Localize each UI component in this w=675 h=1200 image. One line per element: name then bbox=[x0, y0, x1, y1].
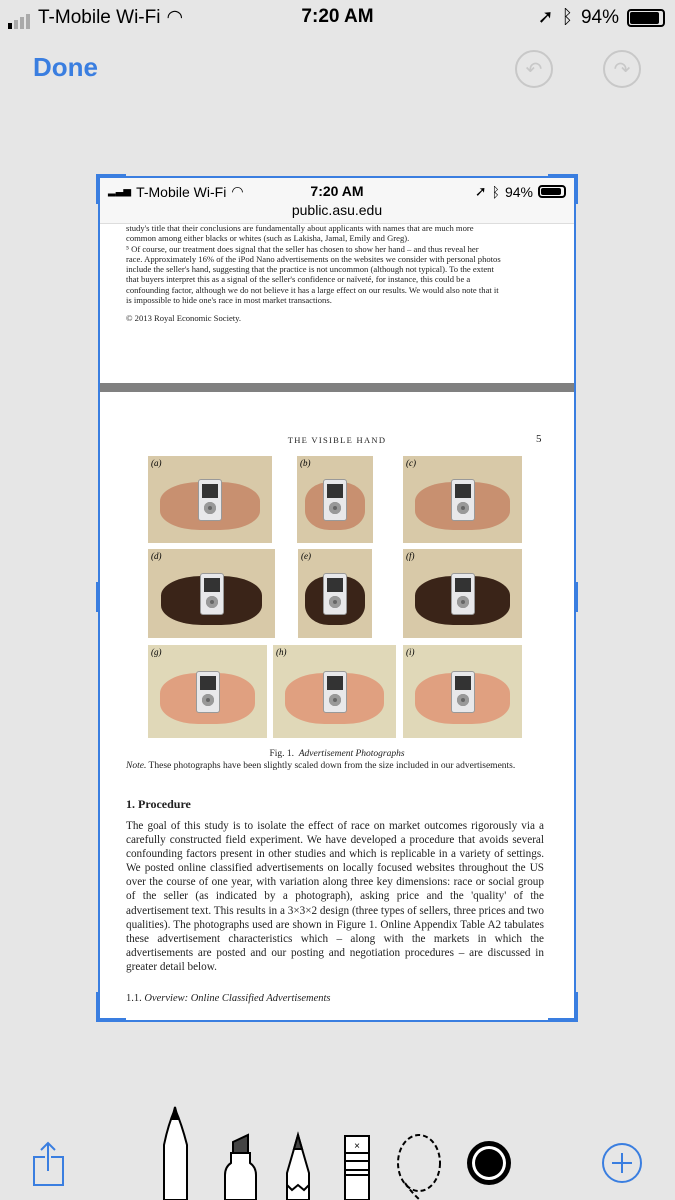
photo-label: (c) bbox=[406, 458, 416, 468]
photo-b bbox=[297, 456, 373, 543]
marker-icon[interactable] bbox=[225, 1135, 256, 1200]
crop-handle-top-right[interactable] bbox=[548, 174, 578, 178]
photo-label: (f) bbox=[406, 551, 415, 561]
battery-icon bbox=[627, 9, 665, 27]
running-head: THE VISIBLE HAND bbox=[287, 435, 387, 445]
location-icon: ➚ bbox=[474, 183, 487, 199]
photo-a bbox=[148, 456, 272, 543]
page-number: 5 bbox=[536, 433, 542, 445]
footnote-line: include the seller's hand, suggesting that the practice is not uncommon (although not typical). To the extent bbox=[126, 264, 494, 275]
copyright: © 2013 Royal Economic Society. bbox=[126, 313, 242, 324]
footnote-line: that buyers interpret this as a signal of the seller's confidence or naïveté, for instance, this could be a bbox=[126, 274, 471, 285]
figure-caption bbox=[100, 749, 574, 759]
signal-icon: ▂▃▅ bbox=[108, 186, 132, 197]
crop-handle-right[interactable] bbox=[574, 582, 578, 612]
undo-icon[interactable]: ↶ bbox=[515, 50, 553, 88]
battery-icon bbox=[538, 185, 566, 198]
bluetooth-icon: ᛒ bbox=[561, 6, 573, 28]
photo-c bbox=[403, 456, 522, 543]
wifi-icon: ◠ bbox=[166, 7, 184, 28]
time: 7:20 AM bbox=[301, 6, 374, 27]
inner-status-bar bbox=[100, 178, 574, 224]
footnote-line: is impossible to hide one's race in most market transactions. bbox=[126, 295, 332, 306]
battery-percent: 94% bbox=[504, 183, 533, 200]
share-icon[interactable] bbox=[34, 1143, 63, 1185]
photo-label: (i) bbox=[406, 647, 415, 657]
footnote-line: confounding factor, although we do not believe it has a large effect on our results. We would also note that it bbox=[126, 284, 499, 295]
screenshot-canvas[interactable] bbox=[100, 178, 574, 1020]
photo-d bbox=[148, 549, 275, 638]
redo-icon[interactable]: ↷ bbox=[603, 50, 641, 88]
photo-label: (g) bbox=[151, 647, 162, 657]
crop-handle-left[interactable] bbox=[96, 582, 100, 612]
body-paragraph: The goal of this study is to isolate the effect of race on market outcomes rigorously via a carefully constructed field experiment. We have developed a procedure that avoids several confounding factors present in other studies and which is replicable in a variety of settings. We posted online classified advertisements on locally focused websites throughout the US over the course of one year, with variation along three key dimensions: race or social group of the seller (as indicated by a photograph), asking price and the 'quality' of the advertisement text. This results in a 3×3×2 design (three types of sellers, three prices and two qualities). The photographs used are shown in Figure 1. Online Appendix Table A2 tabulates these advertisement characteristics which – along with the markets in which the advertisements are posted and our posting and negotiation procedures – are discussed in greater detail below. bbox=[126, 820, 544, 973]
pen-icon[interactable] bbox=[164, 1107, 187, 1200]
subsection-number: 1.1. bbox=[126, 993, 142, 1004]
crop-handle-bottom-right[interactable] bbox=[548, 1018, 578, 1022]
lasso-icon[interactable] bbox=[398, 1135, 440, 1200]
pencil-icon[interactable] bbox=[287, 1135, 309, 1200]
photo-g bbox=[148, 645, 267, 738]
status-bar bbox=[0, 0, 675, 36]
done-button[interactable]: Done bbox=[33, 52, 98, 82]
photo-e bbox=[298, 549, 372, 638]
figure-note bbox=[126, 761, 544, 772]
url[interactable]: public.asu.edu bbox=[291, 202, 383, 218]
markup-toolbar bbox=[0, 1095, 675, 1200]
crop-handle-top-left[interactable] bbox=[96, 174, 126, 178]
footnote-line: study's title that their conclusions are fundamentally about applicants with names that are much more bbox=[126, 223, 474, 233]
photo-label: (d) bbox=[151, 551, 162, 561]
note-text: These photographs have been slightly scaled down from the size included in our advertisements. bbox=[148, 761, 516, 771]
color-picker-icon[interactable] bbox=[467, 1141, 511, 1185]
battery-percent: 94% bbox=[580, 6, 619, 28]
time: 7:20 AM bbox=[310, 183, 364, 199]
fig-title: Advertisement Photographs bbox=[298, 749, 405, 759]
subsection-heading bbox=[126, 993, 331, 1004]
crop-handle-top-left[interactable] bbox=[96, 174, 100, 204]
location-icon: ➚ bbox=[537, 7, 554, 28]
footnote-line: race. Approximately 16% of the iPod Nano advertisements on the websites we consider with personal photos bbox=[126, 253, 501, 264]
carrier: T-Mobile Wi-Fi bbox=[38, 6, 161, 28]
section-heading: 1. Procedure bbox=[126, 797, 191, 811]
photo-label: (h) bbox=[276, 647, 287, 657]
note-label: Note. bbox=[126, 761, 147, 771]
crop-handle-top-right[interactable] bbox=[574, 174, 578, 204]
photo-h bbox=[273, 645, 396, 738]
footnote-line: ⁵ Of course, our treatment does signal that the seller has chosen to show her hand – and thus reveal her bbox=[126, 243, 479, 254]
photo-label: (e) bbox=[301, 551, 311, 561]
photo-label: (a) bbox=[151, 458, 162, 468]
fig-label: Fig. 1. bbox=[269, 749, 294, 759]
photo-i bbox=[403, 645, 522, 738]
footnote-line: common among either blacks or whites (such as Lakisha, Jamal, Emily and Greg). bbox=[126, 233, 410, 244]
eraser-icon[interactable] bbox=[345, 1136, 369, 1200]
crop-handle-bottom-left[interactable] bbox=[96, 1018, 126, 1022]
photo-label: (b) bbox=[300, 458, 311, 468]
photo-f bbox=[403, 549, 522, 638]
subsection-title: Overview: Online Classified Advertisements bbox=[144, 993, 331, 1004]
wifi-icon: ◠ bbox=[231, 183, 244, 199]
svg-text:×: × bbox=[354, 1141, 360, 1152]
bluetooth-icon: ᛒ bbox=[491, 183, 500, 200]
page-divider bbox=[100, 383, 574, 392]
footnotes bbox=[126, 223, 556, 324]
carrier: T-Mobile Wi-Fi bbox=[136, 183, 227, 200]
add-icon[interactable] bbox=[603, 1144, 641, 1182]
